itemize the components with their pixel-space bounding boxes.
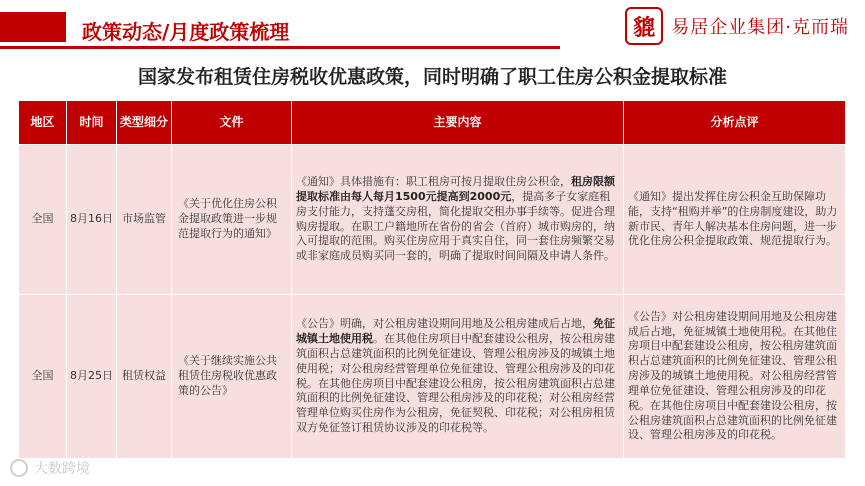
col-header-type: 类型细分: [117, 101, 172, 145]
col-header-file: 文件: [172, 101, 292, 145]
cell-file: 《关于优化住房公积金提取政策进一步规范提取行为的通知》: [172, 145, 292, 295]
cell-content: [292, 145, 624, 295]
table-header-row: [19, 101, 846, 145]
table-row: [19, 295, 846, 459]
col-header-comment: 分析点评: [624, 101, 846, 145]
cell-type: 市场监管: [117, 145, 172, 295]
watermark-text: 大数跨境: [34, 461, 90, 477]
company-logo: [625, 6, 849, 46]
watermark-icon: [10, 459, 28, 477]
col-header-region: 地区: [19, 101, 67, 145]
content-text: 。在其他住房项目中配套建设公租房，按公租房建筑面积占总建筑面积的比例免征建设、管理公租房涉及的城镇土地使用税；对公租房经营管理单位免征建设、管理公租房涉及的印花税。在其他住房项目中配套建设公租房，按公租房建筑面积占总建筑面积的比例免征建设、管理公租房涉及的印花税；对公租房经营管理单位购买住房作为公租房，免征契税、印花税；对公租房租赁双方免征签订租赁协议涉及的印花税等。: [296, 331, 615, 435]
cell-comment: 《公告》对公租房建设期间用地及公租房建成后占地，免征城镇土地使用税。在其他住房项目中配套建设公租房，按公租房建筑面积占总建筑面积的比例免征建设、管理公租房涉及的城镇土地使用税。对公租房经营管理单位免征建设、管理公租房涉及的印花税。在其他住房项目中配套建设公租房，按公租房建筑面积占总建筑面积的比例免征建设、管理公租房涉及的印花税。: [624, 295, 846, 459]
title-accent-block: [0, 12, 66, 42]
content-text: ，提高多子女家庭租房支付能力，支持蓬交房租，简化提取交租办事手续等。促进合理购房提取。在职工户籍地所在省份的省会（首府）城市购房的，纳入可提取的范围。购买住房应用于真实自住，同一套住房频繁交易或非家庭成员购买同一套的，明确了提取时间间隔及申请人条件。: [296, 189, 615, 263]
cell-comment: 《通知》提出发挥住房公积金互助保障功能，支持“租购并举”的住房制度建设，助力新市民、青年人解决基本住房问题，进一步优化住房公积金提取政策、规范提取行为。: [624, 145, 846, 295]
policy-table: [18, 100, 846, 459]
brand-name: 易居企业集团·克而瑞: [671, 17, 849, 38]
title-underline: [0, 46, 560, 49]
section-title: 政策动态/月度政策梳理: [82, 20, 290, 44]
cell-file: 《关于继续实施公共租赁住房税收优惠政策的公告》: [172, 295, 292, 459]
cell-date: 8月25日: [67, 295, 117, 459]
page-headline: 国家发布租赁住房税收优惠政策，同时明确了职工住房公积金提取标准: [137, 66, 727, 88]
footer-watermark: [10, 458, 90, 478]
cell-region: 全国: [19, 295, 67, 459]
cell-date: 8月16日: [67, 145, 117, 295]
cell-type: 租赁权益: [117, 295, 172, 459]
col-header-date: 时间: [67, 101, 117, 145]
table-row: [19, 145, 846, 295]
content-text: 《公告》明确，对公租房建设期间用地及公租房建成后占地，: [296, 317, 593, 331]
content-highlight: 免征城镇土地使用税: [296, 317, 615, 345]
col-header-content: 主要内容: [292, 101, 624, 145]
cell-region: 全国: [19, 145, 67, 295]
content-text: 《通知》具体措施有：职工租房可按月提取住房公积金，: [296, 174, 571, 188]
top-bar: [0, 0, 865, 52]
content-highlight: 租房限额提取标准由每人每月1500元提高到2000元: [296, 174, 615, 203]
logo-mark-icon: 貔: [625, 7, 663, 45]
cell-content: [292, 295, 624, 459]
